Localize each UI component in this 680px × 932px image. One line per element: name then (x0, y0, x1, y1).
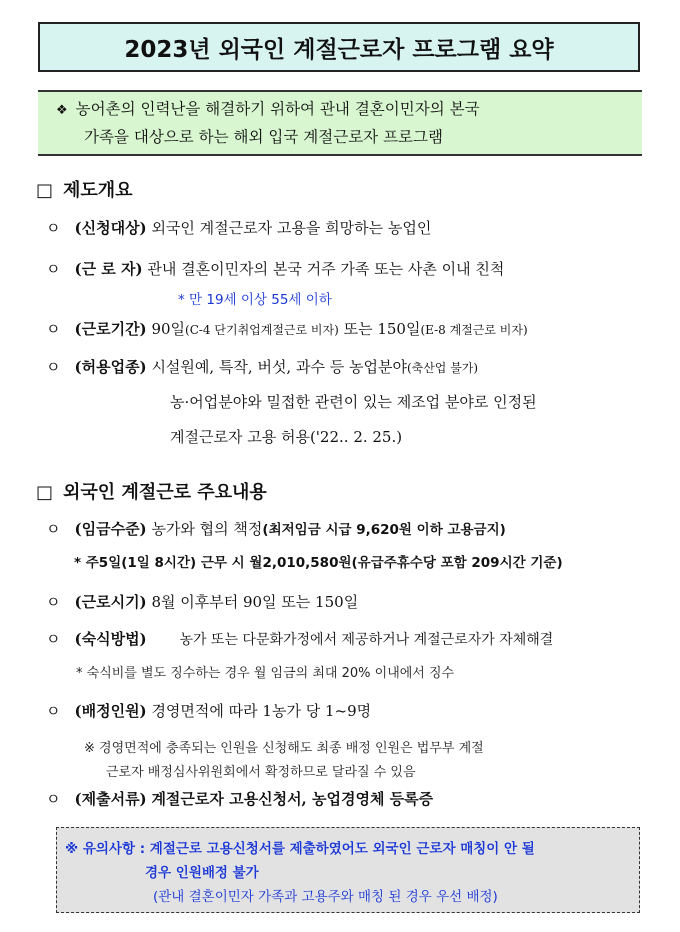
age-note: * 만 19세 이상 55세 이하 (178, 292, 332, 308)
item-text: 경영면적에 따라 1농가 당 1~9명 (151, 702, 372, 720)
industry-line-2: 농·어업분야와 밀접한 관련이 있는 제조업 분야로 인정된 (170, 393, 537, 411)
item-lodging (46, 628, 553, 649)
circle-bullet-icon: ㅇ (46, 358, 61, 376)
item-period (46, 318, 528, 339)
lodging-note: * 숙식비를 별도 징수하는 경우 월 임금의 최대 20% 이내에서 징수 (76, 666, 455, 681)
wage-detail-note: * 주5일(1일 8시간) 근무 시 월2,010,580원(유급주휴수당 포함 209시간 기준) (74, 555, 563, 571)
item-key: (허용업종) (74, 358, 147, 376)
checkbox-icon: □ (36, 482, 54, 503)
item-text-d: (E-8 계절근로 비자) (420, 323, 528, 337)
item-key: (신청대상) (74, 219, 147, 237)
item-text-a: 시설원예, 특작, 버섯, 과수 등 농업분야 (151, 358, 407, 376)
item-key: (숙식방법) (74, 630, 147, 648)
circle-bullet-icon: ㅇ (46, 320, 61, 338)
item-key: (근로기간) (74, 320, 147, 338)
page-title: 2023년 외국인 계절근로자 프로그램 요약 (38, 22, 640, 72)
item-text-b: (축산업 불가) (406, 361, 479, 375)
item-text: 8월 이후부터 90일 또는 150일 (151, 593, 359, 611)
warning-box (56, 827, 640, 913)
circle-bullet-icon: ㅇ (46, 593, 61, 611)
item-key: (임금수준) (74, 520, 147, 538)
item-key: (제출서류) (74, 790, 147, 808)
item-text-c: 또는 150일 (338, 320, 421, 338)
circle-bullet-icon: ㅇ (46, 630, 61, 648)
warning-line-3: (관내 결혼이민자 가족과 고용주와 매칭 된 경우 우선 배정) (153, 889, 498, 905)
circle-bullet-icon: ㅇ (46, 260, 61, 278)
item-documents (46, 788, 433, 809)
item-work-time (46, 591, 358, 612)
checkbox-icon: □ (36, 180, 54, 201)
diamond-bullet-icon: ❖ (56, 103, 68, 118)
item-allocation (46, 700, 371, 721)
section1-heading (36, 176, 133, 202)
item-text: 계절근로자 고용신청서, 농업경영체 등록증 (151, 790, 434, 808)
item-key: (근로시기) (74, 593, 147, 611)
item-applicant (46, 217, 431, 238)
warning-line-2: 경우 인원배정 불가 (145, 865, 259, 881)
item-text: 농가 또는 다문화가정에서 제공하거나 계절근로자가 자체해결 (179, 632, 554, 648)
item-key: (근 로 자) (74, 260, 143, 278)
item-text: 관내 결혼이민자의 본국 거주 가족 또는 사촌 이내 친척 (147, 260, 505, 278)
item-text-b: (C-4 단기취업계절근로 비자) (185, 323, 339, 337)
circle-bullet-icon: ㅇ (46, 702, 61, 720)
item-wage (46, 518, 506, 539)
intro-box (38, 90, 642, 156)
allocation-note-2: 근로자 배정심사위원회에서 확정하므로 달라질 수 있음 (106, 765, 416, 780)
industry-line-3: 계절근로자 고용 허용('22.. 2. 25.) (170, 428, 403, 446)
min-wage-note: (최저임금 시급 9,620원 이하 고용금지) (262, 522, 506, 538)
item-industry (46, 356, 478, 377)
item-text: 외국인 계절근로자 고용을 희망하는 농업인 (151, 219, 432, 237)
section2-title: 외국인 계절근로 주요내용 (63, 482, 267, 503)
allocation-note-1: ※ 경영면적에 충족되는 인원을 신청해도 최종 배정 인원은 법무부 계절 (84, 741, 484, 756)
intro-line-2: 가족을 대상으로 하는 해외 입국 계절근로자 프로그램 (84, 128, 443, 146)
circle-bullet-icon: ㅇ (46, 219, 61, 237)
item-worker (46, 258, 504, 279)
section2-heading (36, 478, 267, 504)
item-text: 농가와 협의 책정 (151, 520, 263, 538)
item-text-a: 90일 (151, 320, 186, 338)
item-key: (배정인원) (74, 702, 147, 720)
circle-bullet-icon: ㅇ (46, 790, 61, 808)
intro-line-1: 농어촌의 인력난을 해결하기 위하여 관내 결혼이민자의 본국 (75, 100, 480, 118)
warning-line-1: ※ 유의사항 : 계절근로 고용신청서를 제출하였어도 외국인 근로자 매칭이 안 될 (65, 841, 535, 857)
section1-title: 제도개요 (63, 180, 133, 201)
circle-bullet-icon: ㅇ (46, 520, 61, 538)
